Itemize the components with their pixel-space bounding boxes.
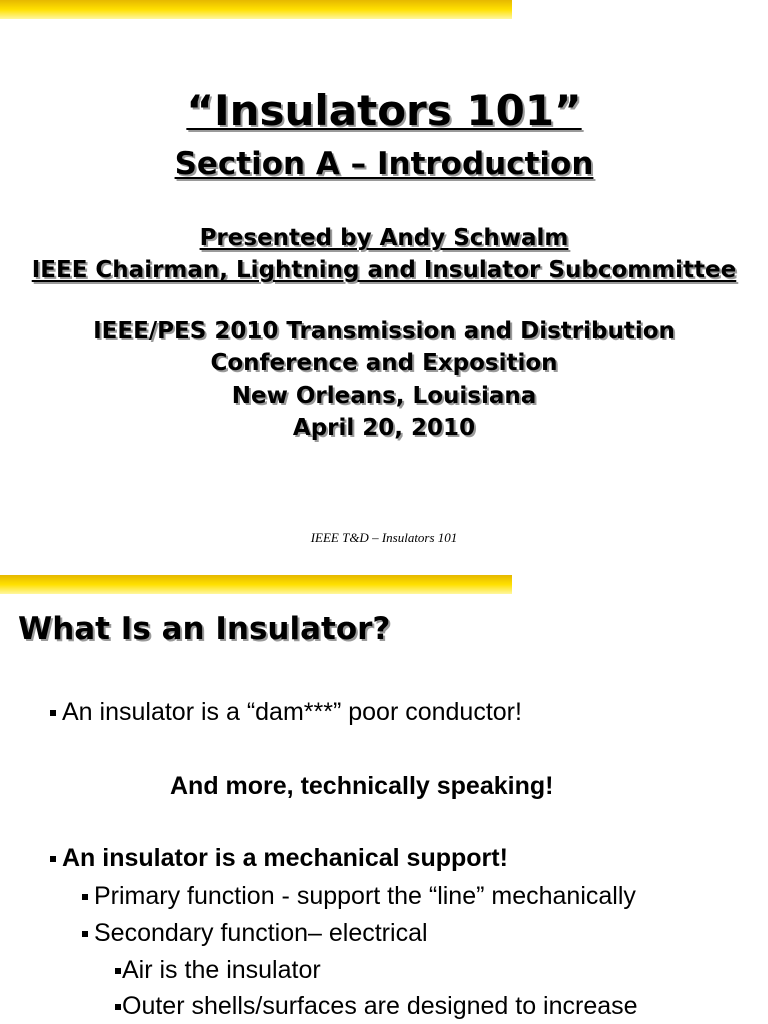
sub-bullet-item: [82, 921, 428, 946]
bullet-text: An insulator is a mechanical support!: [62, 844, 508, 872]
square-bullet-icon: [50, 710, 56, 716]
accent-bar: [0, 0, 512, 19]
event-line: New Orleans, Louisiana: [231, 383, 537, 409]
slide-subtitle: Section A – Introduction: [174, 146, 594, 182]
sub-bullet-item: [82, 884, 636, 909]
event-line: April 20, 2010: [292, 415, 476, 441]
square-bullet-icon: [115, 968, 121, 974]
slide-footer: IEEE T&D – Insulators 101: [310, 530, 458, 545]
slide-title: “Insulators 101”: [186, 86, 582, 135]
sub-sub-bullet-text: Outer shells/surfaces are designed to increase: [122, 992, 638, 1020]
square-bullet-icon: [82, 931, 88, 937]
slide-heading: What Is an Insulator?: [18, 611, 391, 647]
square-bullet-icon: [50, 856, 56, 862]
content-slide: [0, 575, 768, 1024]
sub-sub-bullet-item: [115, 994, 638, 1019]
event-line: IEEE/PES 2010 Transmission and Distribution: [93, 318, 675, 344]
sub-sub-bullet-item: [115, 958, 321, 983]
emphasis-note: And more, technically speaking!: [170, 772, 554, 800]
presenter-role: IEEE Chairman, Lightning and Insulator Subcommittee: [31, 257, 737, 283]
bullet-item: [50, 700, 522, 725]
bullet-text: An insulator is a “dam***” poor conductor!: [62, 698, 522, 726]
presenter-line: Presented by Andy Schwalm: [199, 225, 569, 251]
sub-bullet-text: Primary function - support the “line” mechanically: [94, 882, 636, 910]
square-bullet-icon: [115, 1004, 121, 1010]
bullet-item: [50, 846, 508, 871]
square-bullet-icon: [82, 894, 88, 900]
sub-sub-bullet-text: Air is the insulator: [122, 956, 321, 984]
sub-bullet-text: Secondary function– electrical: [94, 919, 428, 947]
accent-bar: [0, 575, 512, 594]
event-line: Conference and Exposition: [210, 350, 558, 376]
